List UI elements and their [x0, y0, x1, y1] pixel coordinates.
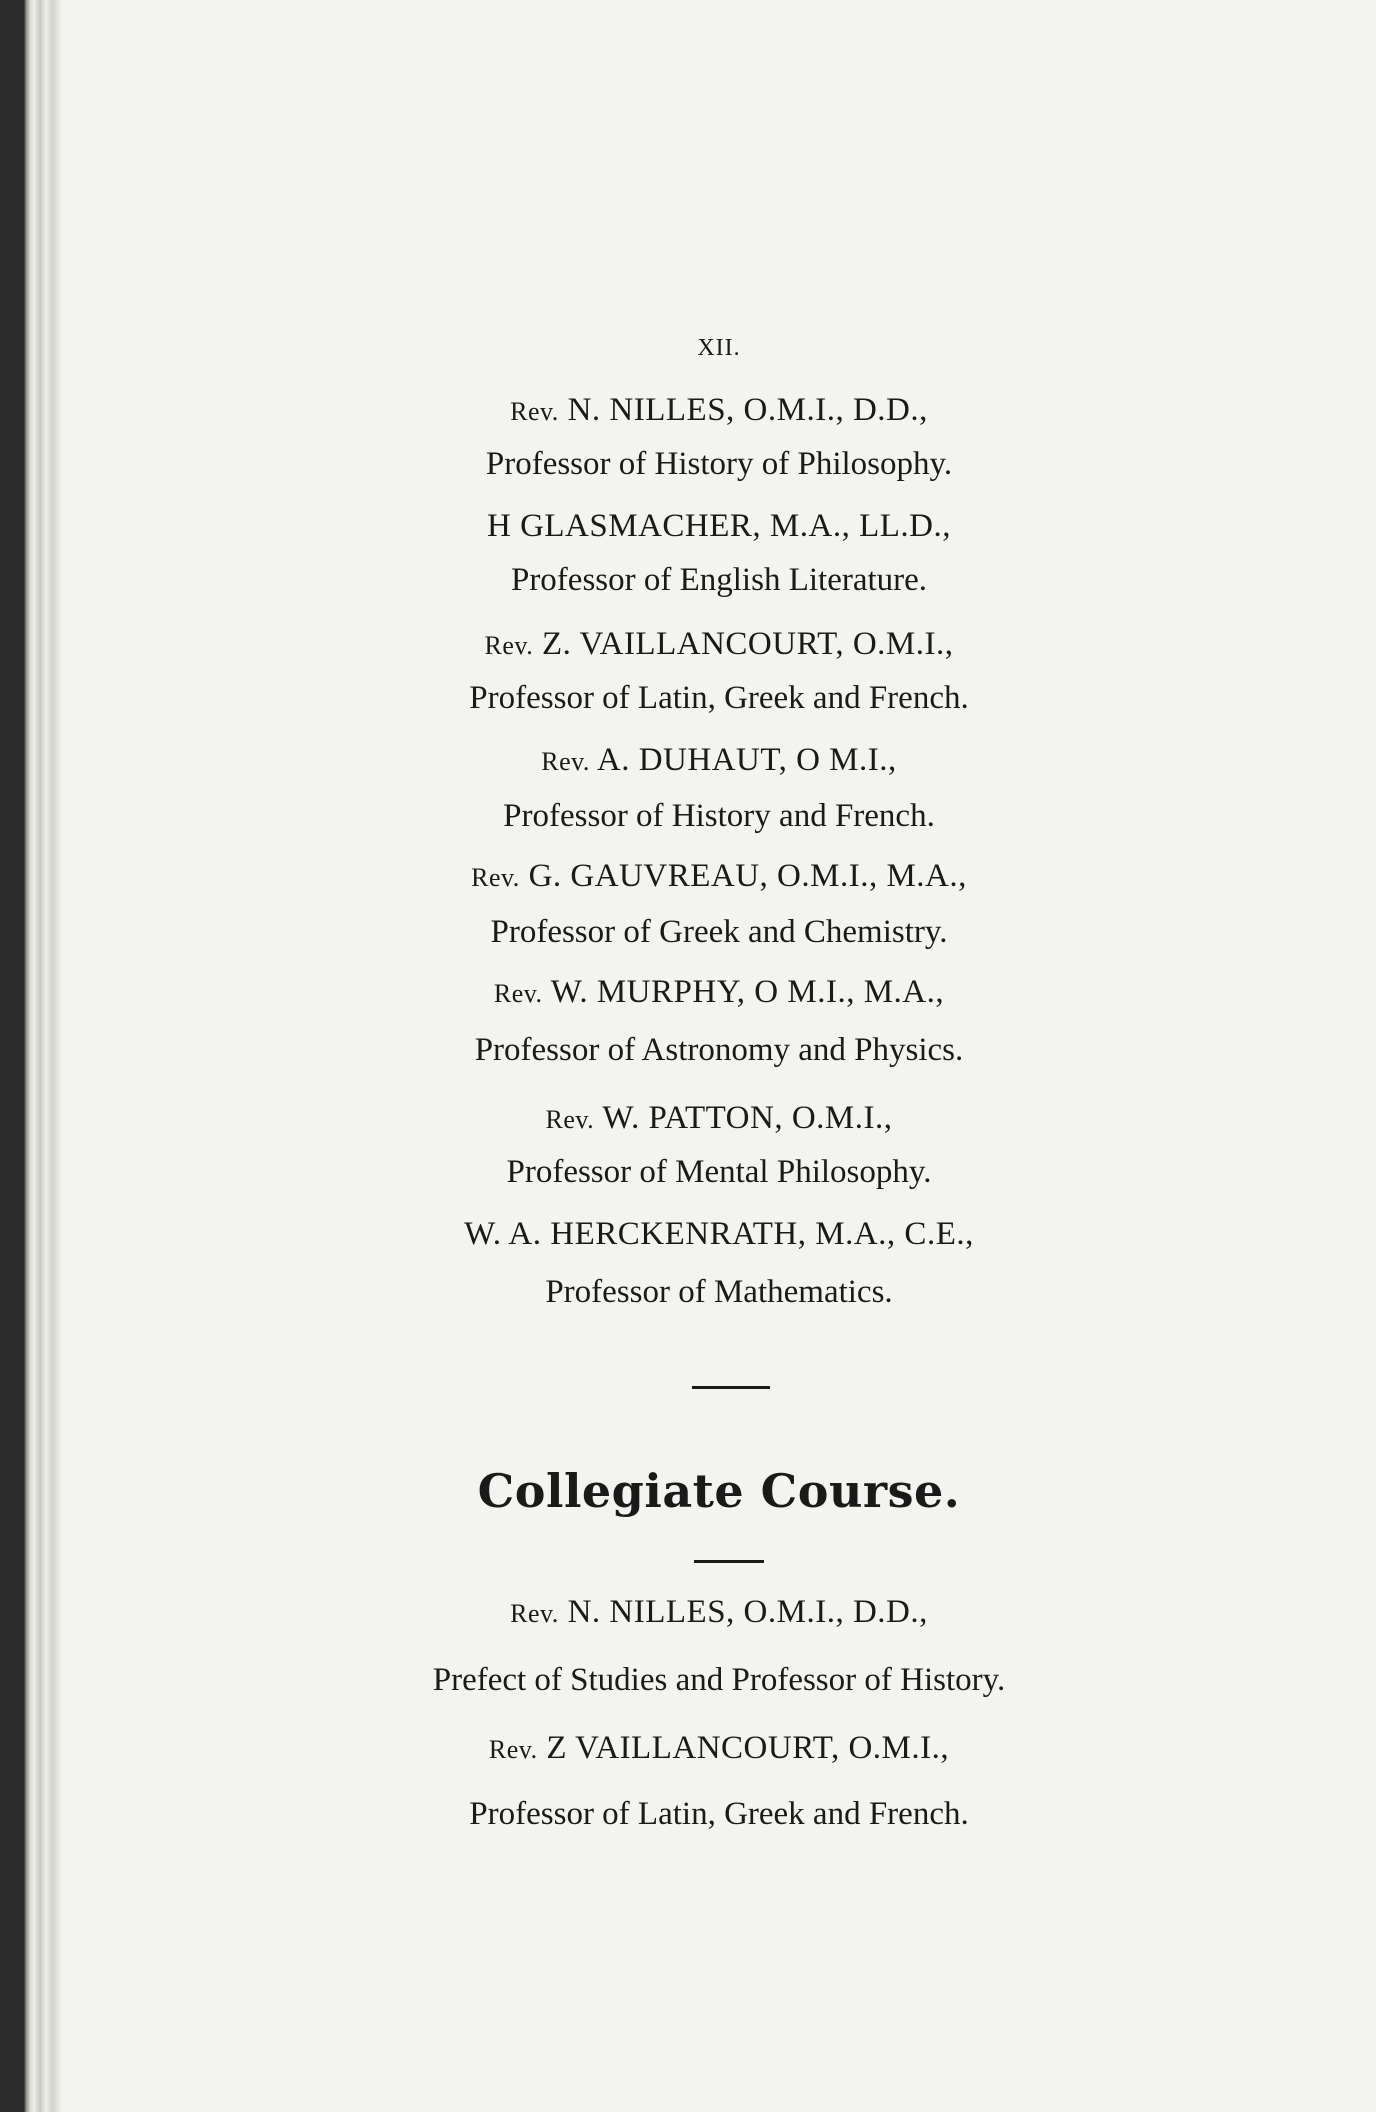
faculty-entry-7-name: Rev. W. PATTON, O.M.I., — [545, 1100, 893, 1136]
faculty-entry-1-prefix: Rev. — [510, 397, 559, 426]
faculty-entry-4-title: Professor of History and French. — [503, 798, 935, 834]
faculty-entry-3-title: Professor of Latin, Greek and French. — [469, 680, 969, 716]
faculty-entry-5-name: Rev. G. GAUVREAU, O.M.I., M.A., — [471, 858, 967, 894]
faculty-entry-1-title: Professor of History of Philosophy. — [485, 446, 953, 482]
collegiate-entry-1-name: Rev. N. NILLES, O.M.I., D.D., — [510, 1594, 928, 1630]
faculty-entry-2-title: Professor of English Literature. — [510, 562, 928, 598]
page-sheet — [62, 0, 1376, 2112]
faculty-entry-8-title: Professor of Mathematics. — [545, 1274, 893, 1310]
faculty-entry-1-name: Rev. N. NILLES, O.M.I., D.D., — [510, 392, 928, 428]
section-rule-top — [692, 1386, 770, 1389]
faculty-entry-4-name: Rev. A. DUHAUT, O M.I., — [541, 742, 897, 778]
faculty-entry-8-name: W. A. HERCKENRATH, M.A., C.E., — [464, 1216, 974, 1252]
faculty-entry-6-name: Rev. W. MURPHY, O M.I., M.A., — [493, 974, 945, 1010]
collegiate-entry-1-title: Prefect of Studies and Professor of History. — [432, 1662, 1006, 1698]
book-spine — [0, 0, 62, 2112]
faculty-entry-2-name: H GLASMACHER, M.A., LL.D., — [486, 508, 951, 544]
collegiate-entry-2-title: Professor of Latin, Greek and French. — [469, 1796, 969, 1832]
section-heading: Collegiate Course. — [477, 1464, 961, 1518]
faculty-entry-6-title: Professor of Astronomy and Physics. — [474, 1032, 964, 1068]
faculty-entry-7-title: Professor of Mental Philosophy. — [506, 1154, 932, 1190]
page-number: XII. — [697, 335, 741, 361]
section-rule-bottom — [694, 1560, 764, 1563]
faculty-entry-5-title: Professor of Greek and Chemistry. — [490, 914, 948, 950]
collegiate-entry-2-name: Rev. Z VAILLANCOURT, O.M.I., — [488, 1730, 950, 1766]
faculty-entry-3-name: Rev. Z. VAILLANCOURT, O.M.I., — [484, 626, 954, 662]
